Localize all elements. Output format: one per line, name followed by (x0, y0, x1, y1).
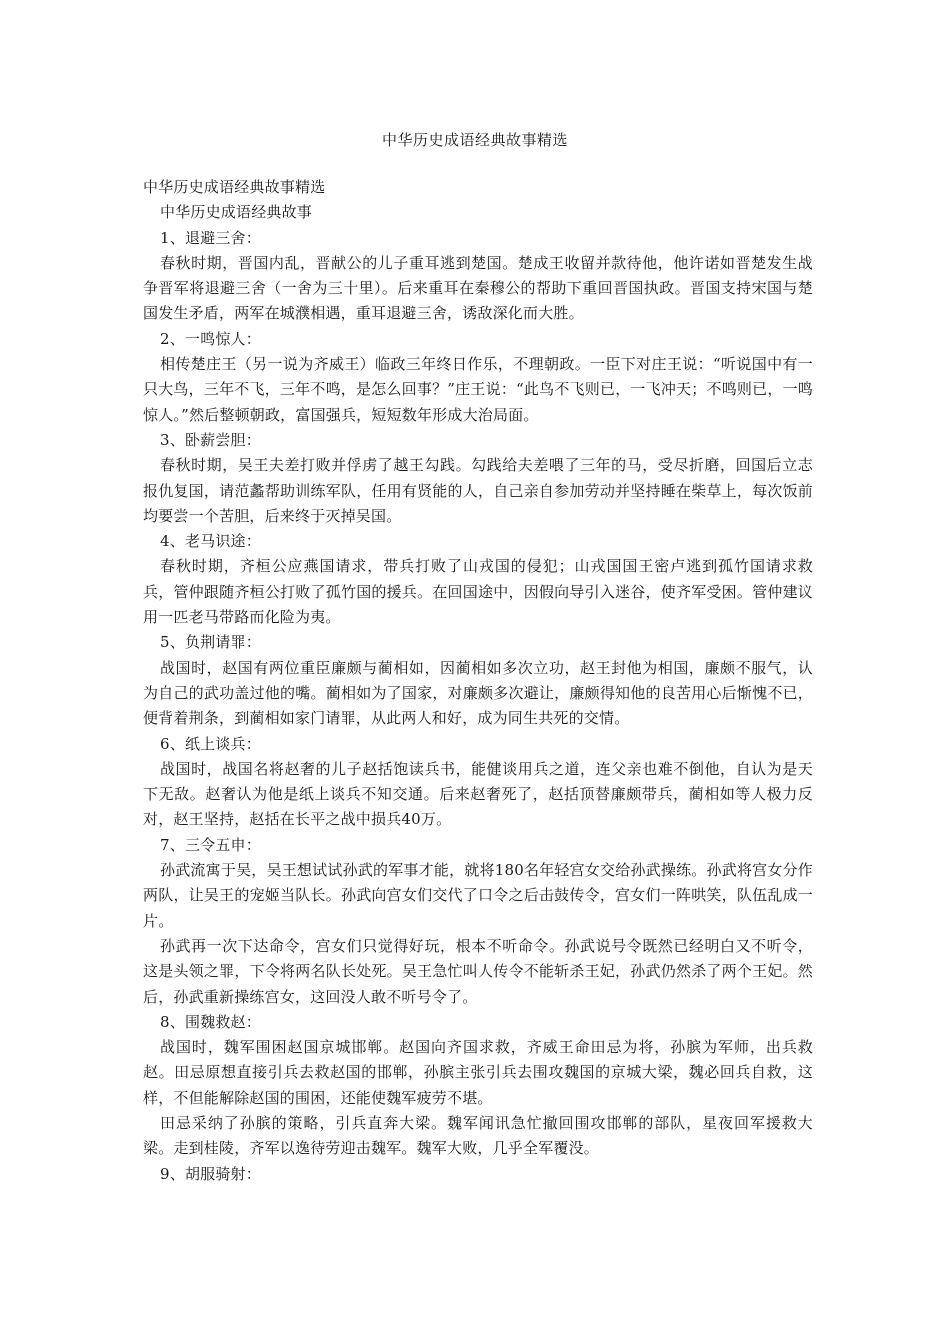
story-paragraph: 相传楚庄王（另一说为齐威王）临政三年终日作乐，不理朝政。一臣下对庄王说：“听说国中有一只大鸟，三年不飞，三年不鸣，是怎么回事？”庄王说：“此鸟不飞则已，一飞冲天；不鸣则已，一鸣惊人。”然后整顿朝政，富国强兵，短短数年形成大治局面。 (143, 355, 813, 424)
story-paragraph: 春秋时期，齐桓公应燕国请求，带兵打败了山戎国的侵犯；山戎国国王密卢逃到孤竹国请求救兵，管仲跟随齐桓公打败了孤竹国的援兵。在回国途中，因假向导引入迷谷，使齐军受困。管仲建议用一匹老马带路而化险为夷。 (143, 557, 813, 627)
story-title: 7、三令五申： (160, 835, 261, 854)
story-title: 3、卧薪尝胆： (160, 430, 261, 449)
story-paragraph: 春秋时期，吴王夫差打败并俘虏了越王勾践。勾践给夫差喂了三年的马，受尽折磨，回国后立志报仇复国，请范蠡帮助训练军队，任用有贤能的人，自己亲自参加劳动并坚持睡在柴草上，每次饭前均要尝一个苦胆，后来终于灭掉吴国。 (143, 456, 813, 525)
story-title: 9、胡服骑射： (160, 1164, 261, 1183)
story-paragraph: 战国时，战国名将赵奢的儿子赵括饱读兵书，能健谈用兵之道，连父亲也难不倒他，自认为是天下无敌。赵奢认为他是纸上谈兵不知交通。后来赵奢死了，赵括顶替廉颇带兵，蔺相如等人极力反对，赵王坚持，赵括在长平之战中损兵40万。 (143, 759, 813, 829)
story-paragraph: 战国时，魏军围困赵国京城邯郸。赵国向齐国求救，齐威王命田忌为将，孙膑为军师，出兵救赵。田忌原想直接引兵去救赵国的邯郸，孙膑主张引兵去围攻魏国的京城大梁，魏必回兵自救，这样，不但能解除赵国的围困，还能使魏军疲劳不堪。 (143, 1038, 813, 1107)
story-paragraph: 春秋时期，晋国内乱，晋献公的儿子重耳逃到楚国。楚成王收留并款待他，他许诺如晋楚发生战争晋军将退避三舍（一舍为三十里）。后来重耳在秦穆公的帮助下重回晋国执政。晋国支持宋国与楚国发生矛盾，两军在城濮相遇，重耳退避三舍，诱敌深化而大胜。 (143, 253, 813, 323)
document-title: 中华历史成语经典故事精选 (381, 131, 568, 149)
story-title: 8、围魏救赵： (160, 1012, 261, 1031)
story-paragraph: 孙武再一次下达命令，宫女们只觉得好玩，根本不听命令。孙武说号令既然已经明白又不听令，这是头领之罪，下令将两名队长处死。吴王急忙叫人传令不能斩杀王妃，孙武仍然杀了两个王妃。然后，孙武重新操练宫女，这回没人敢不听号令了。 (143, 936, 813, 1006)
story-title: 4、老马识途： (160, 532, 261, 551)
story-title: 2、一鸣惊人： (160, 329, 261, 348)
story-title: 1、退避三舍： (160, 228, 261, 247)
section-heading: 中华历史成语经典故事 (160, 203, 313, 222)
document-body (143, 175, 813, 1187)
story-paragraph: 孙武流寓于吴，吴王想试试孙武的军事才能，就将180名年轻宫女交给孙武操练。孙武将宫女分作两队，让吴王的宠姬当队长。孙武向宫女们交代了口令之后击鼓传令，宫女们一阵哄笑，队伍乱成一片。 (143, 861, 813, 930)
story-paragraph: 田忌采纳了孙膑的策略，引兵直奔大梁。魏军闻讯急忙撤回围攻邯郸的部队，星夜回军援救大梁。走到桂陵，齐军以逸待劳迎击魏军。魏军大败，几乎全军覆没。 (143, 1113, 813, 1158)
story-title: 6、纸上谈兵： (160, 734, 261, 753)
story-title: 5、负荆请罪： (160, 633, 261, 652)
document-subtitle: 中华历史成语经典故事精选 (143, 178, 326, 196)
story-paragraph: 战国时，赵国有两位重臣廉颇与蔺相如，因蔺相如多次立功，赵王封他为相国，廉颇不服气，认为自己的武功盖过他的嘴。蔺相如为了国家，对廉颇多次避让，廉颇得知他的良苦用心后惭愧不已，便背着荆条，到蔺相如家门请罪，从此两人和好，成为同生共死的交情。 (143, 658, 813, 728)
